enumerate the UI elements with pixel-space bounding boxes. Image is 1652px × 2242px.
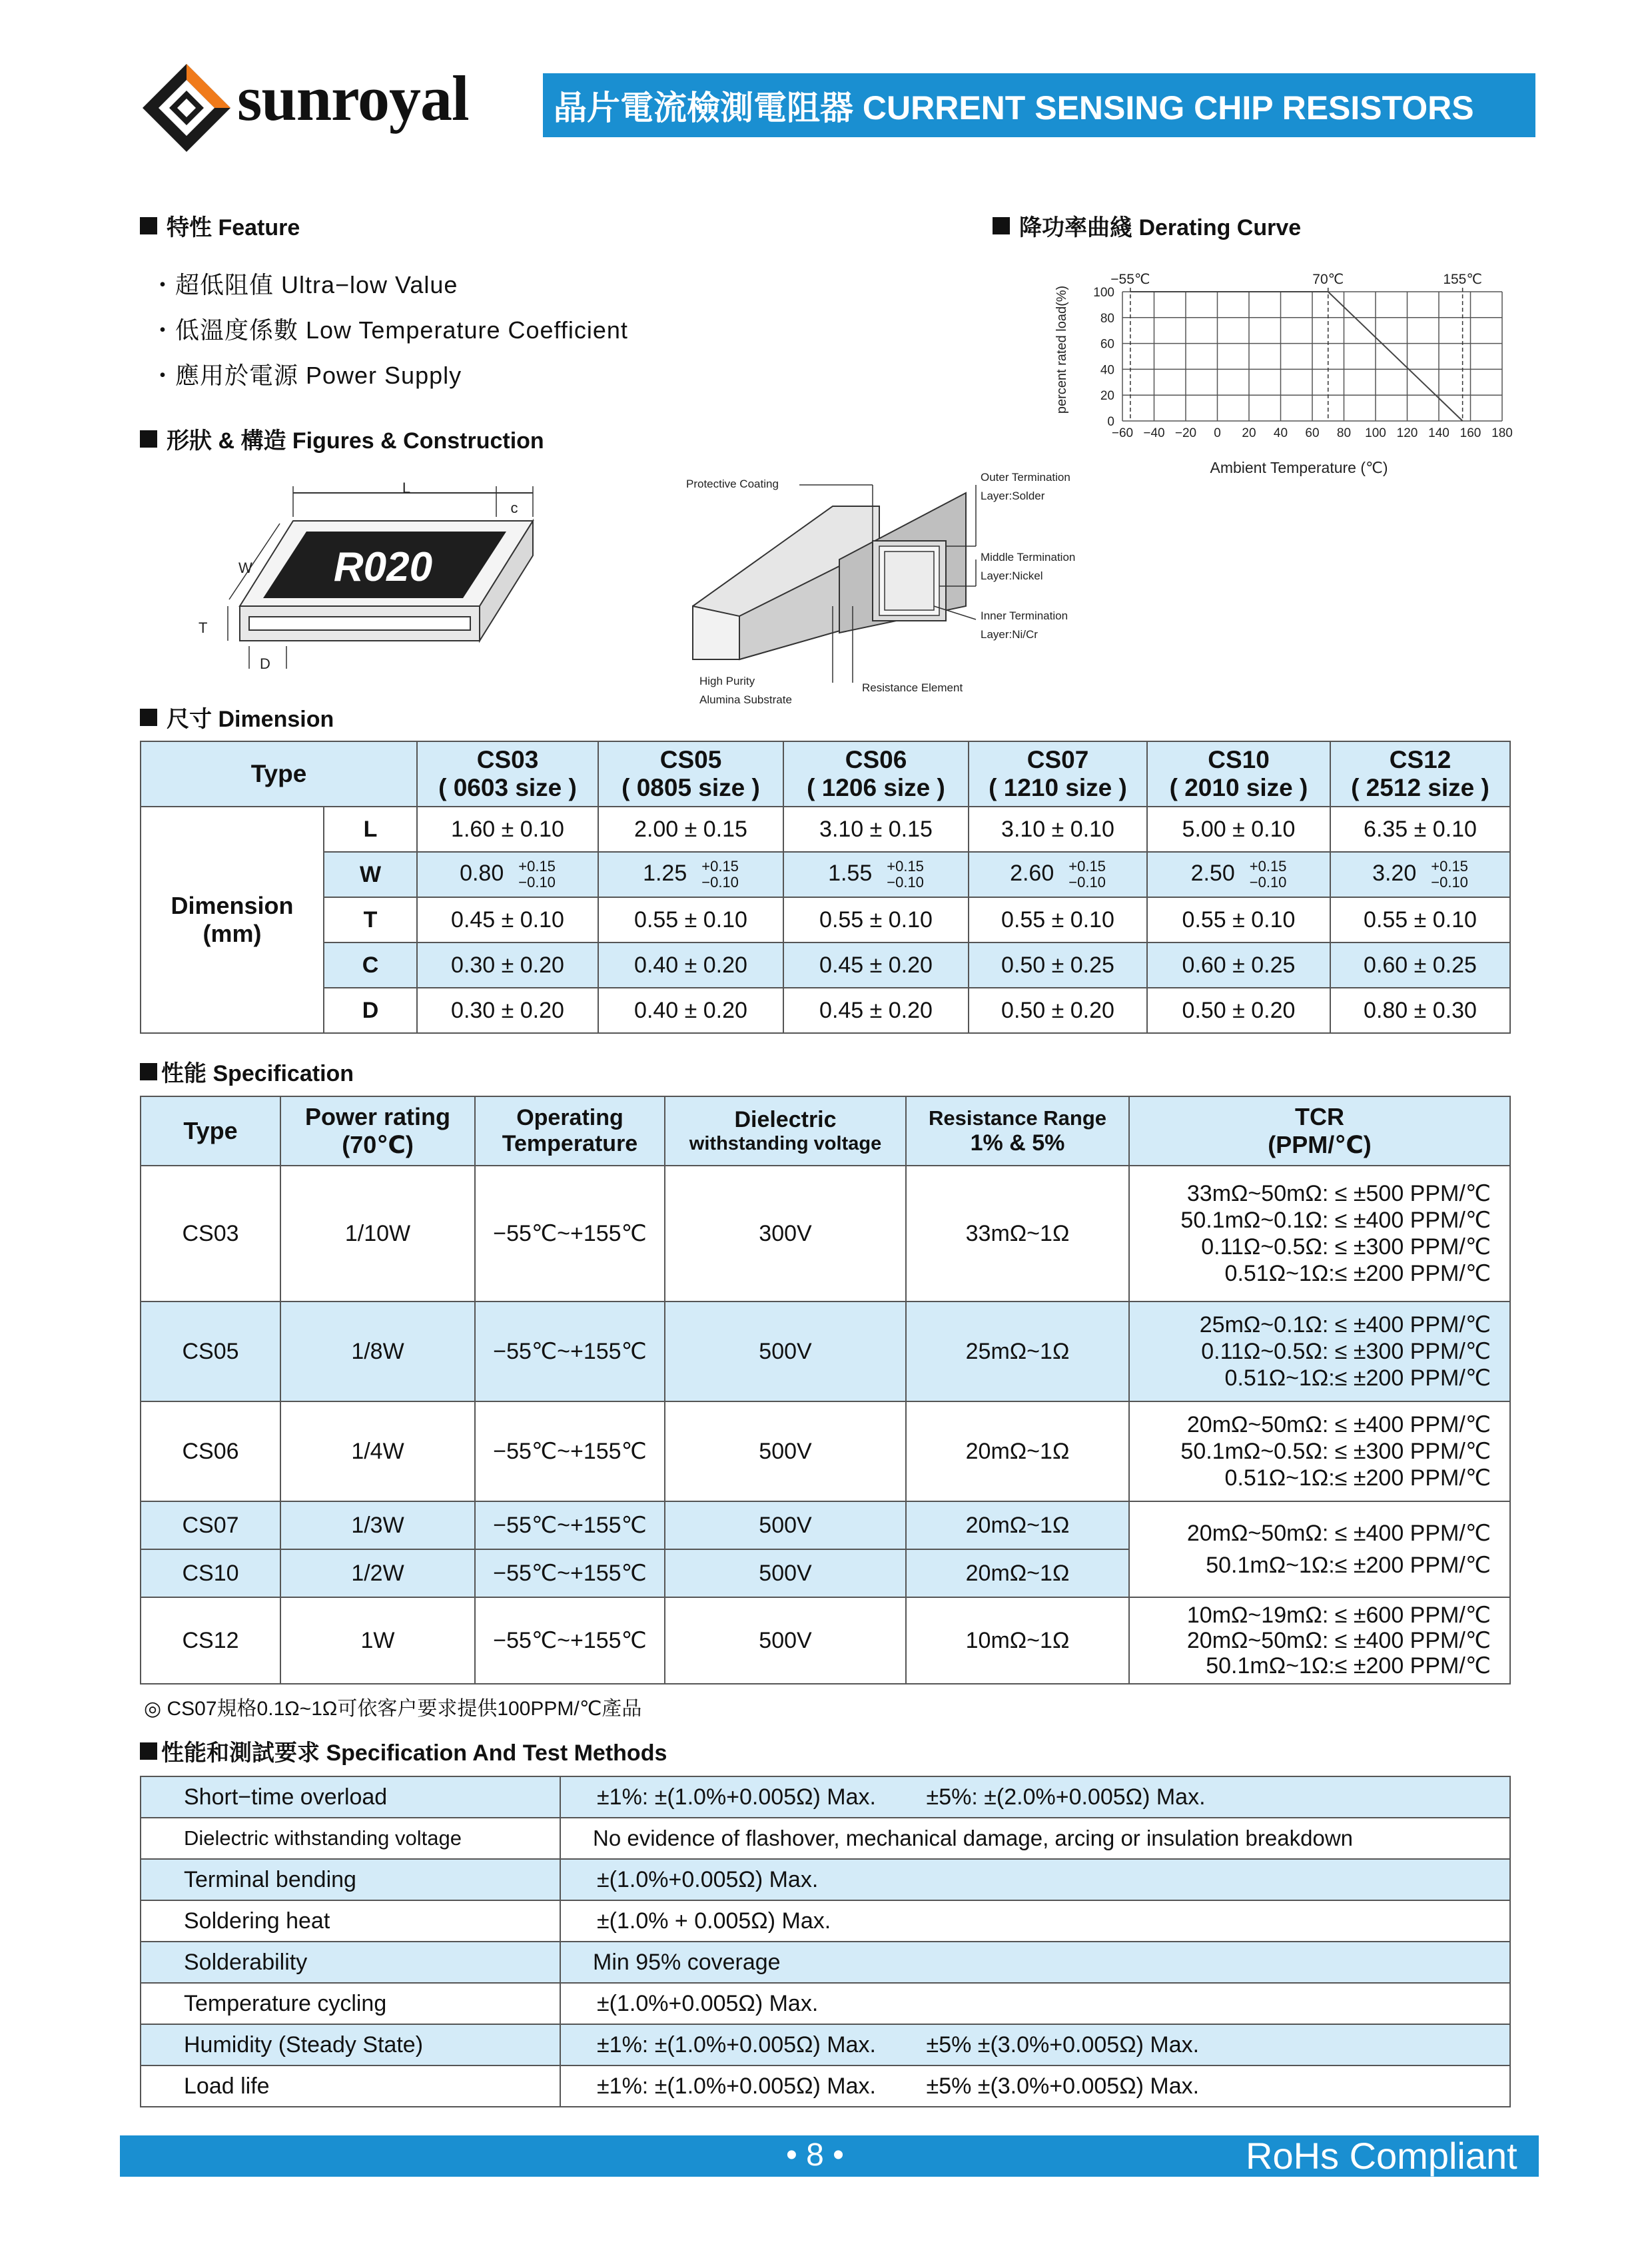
spec-voltage: 300V [665,1166,906,1302]
table-cell: 2.60 +0.15 −0.10 [969,852,1147,897]
spec-power: 1/2W [280,1549,475,1597]
table-cell: 0.60 ± 0.25 [1147,942,1330,988]
spec-tcr: 33mΩ~50mΩ: ≤ ±500 PPM/℃ 50.1mΩ~0.1Ω: ≤ ±400 PPM/℃ 0.11Ω~0.5Ω: ≤ ±300 PPM/℃ 0.51Ω~1Ω:≤ ±200 PPM/℃ [1129,1166,1510,1302]
spec-range: 20mΩ~1Ω [906,1401,1129,1501]
spec-range: 20mΩ~1Ω [906,1549,1129,1597]
spec-tcr: 25mΩ~0.1Ω: ≤ ±400 PPM/℃ 0.11Ω~0.5Ω: ≤ ±300 PPM/℃ 0.51Ω~1Ω:≤ ±200 PPM/℃ [1129,1302,1510,1401]
table-cell: 0.50 ± 0.20 [969,988,1147,1033]
marker-label: 155℃ [1443,272,1482,287]
spec-temp: −55℃~+155℃ [475,1501,665,1549]
feature-item: ・超低阻值 Ultra−low Value [151,271,458,298]
test-name: Short−time overload [141,1776,560,1818]
spec-tcr: 20mΩ~50mΩ: ≤ ±400 PPM/℃ 50.1mΩ~0.5Ω: ≤ ±300 PPM/℃ 0.51Ω~1Ω:≤ ±200 PPM/℃ [1129,1401,1510,1501]
specification-heading: 性能 Specification [140,1055,354,1088]
spec-power: 1/10W [280,1166,475,1302]
row-key-t: T [324,897,417,942]
table-cell: 0.30 ± 0.20 [417,942,598,988]
x-tick-label: 0 [1214,426,1221,440]
page-title: 晶片電流檢測電阻器 CURRENT SENSING CHIP RESISTORS [543,73,1535,137]
page-number: • 8 • [786,2137,844,2173]
test-value: ±1%: ±(1.0%+0.005Ω) Max. ±5%: ±(2.0%+0.005Ω) Max. [560,1776,1510,1818]
table-cell: 0.55 ± 0.10 [1147,897,1330,942]
marker-label: 70℃ [1312,272,1344,287]
test-value: ±1%: ±(1.0%+0.005Ω) Max. ±5% ±(3.0%+0.005Ω) Max. [560,2024,1510,2065]
dim-c-label: c [510,500,518,516]
col-cs03: CS03 ( 0603 size ) [417,741,598,807]
y-axis-label: percent rated load(%) [1054,285,1069,414]
y-tick-label: 20 [1100,389,1114,404]
y-tick-label: 100 [1093,286,1114,300]
x-tick-label: −20 [1174,426,1197,440]
test-name: Temperature cycling [141,1983,560,2024]
x-tick-label: 100 [1365,426,1386,440]
test-name: Load life [141,2065,560,2107]
test-value: ±(1.0%+0.005Ω) Max. [560,1983,1510,2024]
table-cell: 0.50 ± 0.20 [1147,988,1330,1033]
dimension-heading: 尺寸 Dimension [140,701,334,733]
spec-temp: −55℃~+155℃ [475,1597,665,1684]
table-cell: 0.40 ± 0.20 [598,988,783,1033]
table-cell: 0.30 ± 0.20 [417,988,598,1033]
x-tick-label: 40 [1273,426,1288,440]
construction-figure [673,466,1126,713]
marker-label: −55℃ [1110,272,1150,287]
table-cell: 3.10 ± 0.15 [783,807,969,852]
spec-type: CS03 [141,1166,280,1302]
dim-d-label: D [260,655,270,672]
derating-line [1130,292,1463,421]
spec-type: CS07 [141,1501,280,1549]
col-cs12: CS12 ( 2512 size ) [1330,741,1510,807]
inner-term-layer: Layer:Ni/Cr [981,628,1038,641]
outer-term-layer: Layer:Solder [981,490,1045,502]
test-value: Min 95% coverage [560,1942,1510,1983]
table-cell: 0.80 ± 0.30 [1330,988,1510,1033]
outer-term-label: Outer Termination [981,471,1070,484]
power-header: Power rating (70℃) [280,1096,475,1166]
table-cell: 1.25 +0.15 −0.10 [598,852,783,897]
table-cell: 3.10 ± 0.10 [969,807,1147,852]
table-cell: 0.55 ± 0.10 [783,897,969,942]
x-tick-label: 120 [1396,426,1418,440]
brand-logo [140,61,233,155]
temp-header: Operating Temperature [475,1096,665,1166]
spec-range: 25mΩ~1Ω [906,1302,1129,1401]
y-tick-label: 0 [1107,415,1114,429]
spec-type: CS10 [141,1549,280,1597]
middle-term-label: Middle Termination [981,551,1076,563]
brand-name: sunroyal [237,63,469,134]
x-tick-label: −60 [1111,426,1134,440]
y-tick-label: 40 [1100,363,1114,378]
tests-table [140,1776,1511,2107]
test-name: Dielectric withstanding voltage [141,1818,560,1859]
x-tick-label: −40 [1143,426,1165,440]
spec-type: CS06 [141,1401,280,1501]
test-value: ±1%: ±(1.0%+0.005Ω) Max. ±5% ±(3.0%+0.005Ω) Max. [560,2065,1510,2107]
spec-power: 1/4W [280,1401,475,1501]
element-label: Resistance Element [862,681,963,694]
spec-temp: −55℃~+155℃ [475,1401,665,1501]
test-name: Terminal bending [141,1859,560,1900]
spec-voltage: 500V [665,1401,906,1501]
derating-heading: 降功率曲綫 Derating Curve [993,209,1301,242]
table-cell: 0.55 ± 0.10 [969,897,1147,942]
test-value: ±(1.0% + 0.005Ω) Max. [560,1900,1510,1942]
inner-term-label: Inner Termination [981,609,1068,622]
table-cell: 0.45 ± 0.20 [783,988,969,1033]
feature-item: ・應用於電源 Power Supply [151,362,462,389]
substrate-label: High Purity [699,675,755,687]
derating-chart [1046,260,1525,486]
table-cell: 1.60 ± 0.10 [417,807,598,852]
spec-voltage: 500V [665,1501,906,1549]
spec-type: CS05 [141,1302,280,1401]
dimension-row-label: Dimension (mm) [141,807,324,1033]
table-cell: 0.40 ± 0.20 [598,942,783,988]
middle-term-layer: Layer:Nickel [981,569,1043,582]
tests-heading: 性能和測試要求 Specification And Test Methods [140,1734,667,1767]
spec-range: 10mΩ~1Ω [906,1597,1129,1684]
table-cell: 0.80 +0.15 −0.10 [417,852,598,897]
table-cell: 3.20 +0.15 −0.10 [1330,852,1510,897]
table-cell: 0.50 ± 0.25 [969,942,1147,988]
test-name: Soldering heat [141,1900,560,1942]
chip-marking: R020 [333,544,433,590]
dielectric-header: Dielectric withstanding voltage [665,1096,906,1166]
dim-l-label: L [402,480,411,496]
col-cs06: CS06 ( 1206 size ) [783,741,969,807]
test-value: ±(1.0%+0.005Ω) Max. [560,1859,1510,1900]
spec-temp: −55℃~+155℃ [475,1166,665,1302]
dim-w-label: W [238,560,252,576]
table-cell: 0.45 ± 0.10 [417,897,598,942]
table-cell: 2.00 ± 0.15 [598,807,783,852]
substrate-label-2: Alumina Substrate [699,693,792,706]
y-tick-label: 60 [1100,337,1114,352]
feature-heading: 特性 Feature [140,209,300,242]
spec-range: 20mΩ~1Ω [906,1501,1129,1549]
table-cell: 5.00 ± 0.10 [1147,807,1330,852]
x-axis-label: Ambient Temperature (℃) [1210,459,1388,476]
test-name: Solderability [141,1942,560,1983]
feature-item: ・低溫度係數 Low Temperature Coefficient [151,316,628,344]
row-key-c: C [324,942,417,988]
row-key-d: D [324,988,417,1033]
spec-type: CS12 [141,1597,280,1684]
spec-power: 1/8W [280,1302,475,1401]
test-name: Humidity (Steady State) [141,2024,560,2065]
table-cell: 2.50 +0.15 −0.10 [1147,852,1330,897]
table-cell: 1.55 +0.15 −0.10 [783,852,969,897]
rohs-label: RoHs Compliant [1246,2135,1517,2177]
table-cell: 6.35 ± 0.10 [1330,807,1510,852]
spec-range: 33mΩ~1Ω [906,1166,1129,1302]
x-tick-label: 160 [1459,426,1481,440]
specification-table [140,1096,1511,1684]
spec-voltage: 500V [665,1302,906,1401]
spec-power: 1/3W [280,1501,475,1549]
table-cell: 0.55 ± 0.10 [598,897,783,942]
spec-power: 1W [280,1597,475,1684]
row-key-w: W [324,852,417,897]
construction-heading: 形狀 & 構造 Figures & Construction [140,422,544,455]
x-tick-label: 60 [1305,426,1320,440]
spec-type-header: Type [141,1096,280,1166]
spec-tcr: 10mΩ~19mΩ: ≤ ±600 PPM/℃ 20mΩ~50mΩ: ≤ ±400 PPM/℃ 50.1mΩ~1Ω:≤ ±200 PPM/℃ [1129,1597,1510,1684]
spec-voltage: 500V [665,1597,906,1684]
spec-note: ◎ CS07規格0.1Ω~1Ω可依客户要求提供100PPM/℃產品 [144,1698,642,1720]
x-tick-label: 20 [1242,426,1256,440]
dim-t-label: T [199,619,208,636]
x-tick-label: 140 [1428,426,1449,440]
table-cell: 0.60 ± 0.25 [1330,942,1510,988]
col-cs10: CS10 ( 2010 size ) [1147,741,1330,807]
y-tick-label: 80 [1100,311,1114,326]
dimension-table [140,741,1511,1034]
chip-dimension-figure [193,480,566,679]
spec-tcr-shared: 20mΩ~50mΩ: ≤ ±400 PPM/℃ 50.1mΩ~1Ω:≤ ±200 PPM/℃ [1129,1501,1510,1597]
coating-label: Protective Coating [686,478,779,490]
col-cs07: CS07 ( 1210 size ) [969,741,1147,807]
spec-voltage: 500V [665,1549,906,1597]
x-tick-label: 80 [1336,426,1352,440]
tcr-header: TCR (PPM/℃) [1129,1096,1510,1166]
x-tick-label: 180 [1491,426,1513,440]
col-cs05: CS05 ( 0805 size ) [598,741,783,807]
spec-temp: −55℃~+155℃ [475,1302,665,1401]
spec-temp: −55℃~+155℃ [475,1549,665,1597]
range-header: Resistance Range 1% & 5% [906,1096,1129,1166]
test-value: No evidence of flashover, mechanical damage, arcing or insulation breakdown [560,1818,1510,1859]
row-key-l: L [324,807,417,852]
type-header: Type [141,741,417,807]
table-cell: 0.45 ± 0.20 [783,942,969,988]
table-cell: 0.55 ± 0.10 [1330,897,1510,942]
